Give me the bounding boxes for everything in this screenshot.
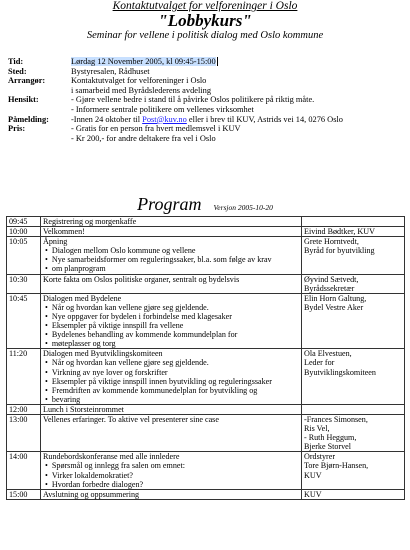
speaker-line: Grete Horntvedt, [304,237,359,247]
speaker-line: Ris Vel, [304,424,330,434]
speaker-line: Bjerke Storvel [304,442,351,452]
pamelding-text: -Innen 24 oktober til [71,114,143,124]
schedule-item-title: Korte fakta om Oslos politiske organer, sentralt og bydelsvis [43,274,240,284]
email-link[interactable]: Post@kuv.no [142,114,187,124]
schedule-bullet: Når og hvordan kan vellene gjøre seg gjeldende. [51,358,209,368]
bullet-icon: • [45,479,52,489]
speaker-line: KUV [304,489,322,499]
program-heading [0,194,410,215]
schedule-time: 10:05 [7,237,41,274]
schedule-speaker [302,489,405,499]
schedule-row [7,227,405,237]
schedule-item [41,404,302,414]
schedule-bullet: Virkning av nye lover og forskrifter [51,367,168,377]
schedule-bullet: Eksempler på viktige innspill fra vellene [51,321,184,331]
speaker-line: Bydel Vestre Aker [304,302,364,312]
arrangor-line-2: i samarbeid med Byrådslederens avdeling [71,85,212,95]
info-row-hensikt [8,95,404,114]
arrangor-label: Arrangør: [8,76,46,86]
schedule-row [7,237,405,274]
pris-label: Pris: [8,124,26,134]
speaker-line: Ordstyrer [304,452,336,462]
schedule-time: 09:45 [7,217,41,227]
bullet-icon: • [45,461,52,471]
schedule-item [41,227,302,237]
speaker-line: KUV [304,470,322,480]
speaker-line: Tore Bjørn-Hansen, [304,461,369,471]
arrangor-line-1: Kontaktutvalget for velforeninger i Oslo [71,76,207,86]
schedule-item [41,274,302,293]
schedule-row [7,349,405,405]
schedule-item [41,217,302,227]
schedule-time: 13:00 [7,414,41,451]
info-row-arrangor [8,76,404,95]
document-title: "Lobbykurs" [158,11,252,30]
speaker-line: Byrådssekretær [304,283,355,293]
schedule-speaker [302,217,405,227]
bullet-icon: • [45,330,52,340]
schedule-time: 15:00 [7,489,41,499]
info-row-sted [8,67,404,77]
schedule-item [41,293,302,349]
pris-line-2: - Kr 200,- for andre deltakere fra vel i Oslo [71,133,216,143]
schedule-bullet: Spørsmål og innlegg fra salen om emnet: [51,461,185,471]
schedule-bullet: Virker lokaldemokratiet? [51,470,133,480]
speaker-line: -Frances Simonsen, [304,414,368,424]
schedule-time: 10:45 [7,293,41,349]
schedule-time: 14:00 [7,452,41,489]
schedule-row [7,293,405,349]
speaker-line: Byutviklingskomiteen [304,367,376,377]
pamelding-address: eller i brev til KUV, Astrids vei 14, 0276 Oslo [186,114,343,124]
schedule-bullet: Nye oppgaver for bydelen i forbindelse med klagesaker [51,311,232,321]
schedule-row [7,414,405,451]
sted-label: Sted: [8,66,27,76]
schedule-bullet: Fremdriften av kommende kommunedelplan for byutvikling og [51,385,258,395]
schedule-speaker [302,414,405,451]
info-row-pamelding [8,115,404,125]
schedule-time: 12:00 [7,404,41,414]
schedule-bullet: Nye samarbeidsformer om reguleringssaker, bl.a. som følge av krav [51,255,272,265]
bullet-icon: • [45,246,52,256]
schedule-item-title: Velkommen! [43,227,85,237]
schedule-item [41,237,302,274]
text-cursor [217,57,218,66]
bullet-icon: • [45,376,52,386]
bullet-icon: • [45,385,52,395]
tid-label: Tid: [8,57,24,66]
schedule-bullet: møteplasser og torg [51,339,116,349]
schedule-speaker [302,237,405,274]
pris-line-1: - Gratis for en person fra hvert medlemsvel i KUV [71,124,241,134]
schedule-item [41,349,302,405]
speaker-line: - Ruth Heggum, [304,433,357,443]
schedule-speaker [302,349,405,405]
document-subtitle: Seminar for vellene i politisk dialog med Oslo kommune [86,30,324,41]
schedule-row [7,217,405,227]
program-version: Versjon 2005-10-20 [213,203,273,212]
speaker-line: Øyvind Sætvedt, [304,274,359,284]
schedule-bullet: Dialogen mellom Oslo kommune og vellene [51,246,196,256]
schedule-speaker [302,293,405,349]
schedule-time: 10:00 [7,227,41,237]
schedule-bullet: Hvordan forbedre dialogen? [51,479,144,489]
schedule-item-title: Åpning [43,237,68,247]
program-table [6,216,405,500]
schedule-item [41,489,302,499]
schedule-item [41,452,302,489]
bullet-icon: • [45,339,52,349]
organizer-heading: Kontaktutvalget for velforeninger i Oslo [112,0,298,12]
bullet-icon: • [45,255,52,265]
speaker-line: Ola Elvestuen, [304,349,352,359]
schedule-bullet: bevaring [51,394,81,404]
speaker-line: Byråd for byutvikling [304,246,375,256]
schedule-row [7,489,405,499]
hensikt-label: Hensikt: [8,95,39,105]
schedule-item-title: Registrering og morgenkaffe [43,217,137,226]
pamelding-label: Påmelding: [8,114,49,124]
bullet-icon: • [45,311,52,321]
hensikt-line-2: - Informere sentrale politikere om vellenes virksomhet [71,104,254,114]
hensikt-line-1: - Gjøre vellene bedre i stand til å påvirke Oslos politikere på riktig måte. [71,95,315,105]
schedule-speaker [302,274,405,293]
info-row-pris [8,124,404,143]
bullet-icon: • [45,358,52,368]
schedule-item-title: Rundebordskonferanse med alle innledere [43,452,180,462]
schedule-item-title: Avslutning og oppsummering [43,489,140,499]
schedule-item-title: Lunch i Storsteinrommet [43,404,124,414]
speaker-line: Elin Horn Galtung, [304,293,367,303]
schedule-item [41,414,302,451]
bullet-icon: • [45,321,52,331]
schedule-item-title: Dialogen med Byutviklingskomiteen [43,349,163,359]
bullet-icon: • [45,302,52,312]
schedule-time: 10:30 [7,274,41,293]
bullet-icon: • [45,470,52,480]
schedule-bullet: Eksempler på viktige innspill innen byutvikling og reguleringssaker [51,376,272,386]
schedule-time: 11:20 [7,349,41,405]
event-info [8,57,404,143]
schedule-row [7,404,405,414]
schedule-speaker [302,452,405,489]
bullet-icon: • [45,394,52,404]
schedule-item-title: Dialogen med Bydelene [43,293,122,303]
speaker-line: Eivind Bødtker, KUV [304,227,375,237]
bullet-icon: • [45,367,52,377]
sted-value: Bystyresalen, Rådhuset [71,66,150,76]
schedule-speaker [302,227,405,237]
schedule-bullet: Når og hvordan kan vellene gjøre seg gjeldende. [51,302,209,312]
speaker-line: Leder for [304,358,335,368]
schedule-row [7,274,405,293]
schedule-bullet: om planprogram [51,264,106,274]
schedule-row [7,452,405,489]
schedule-item-title: Vellenes erfaringer. To aktive vel presenterer sine case [43,414,219,424]
schedule-bullet: Bydelenes behandling av kommende kommundelplan for [51,330,238,340]
info-row-tid [8,57,404,67]
schedule-speaker [302,404,405,414]
tid-value[interactable]: Lørdag 12 November 2005, kl 09:45-15:00 [71,57,216,66]
program-title: Program [137,194,202,214]
bullet-icon: • [45,264,52,274]
